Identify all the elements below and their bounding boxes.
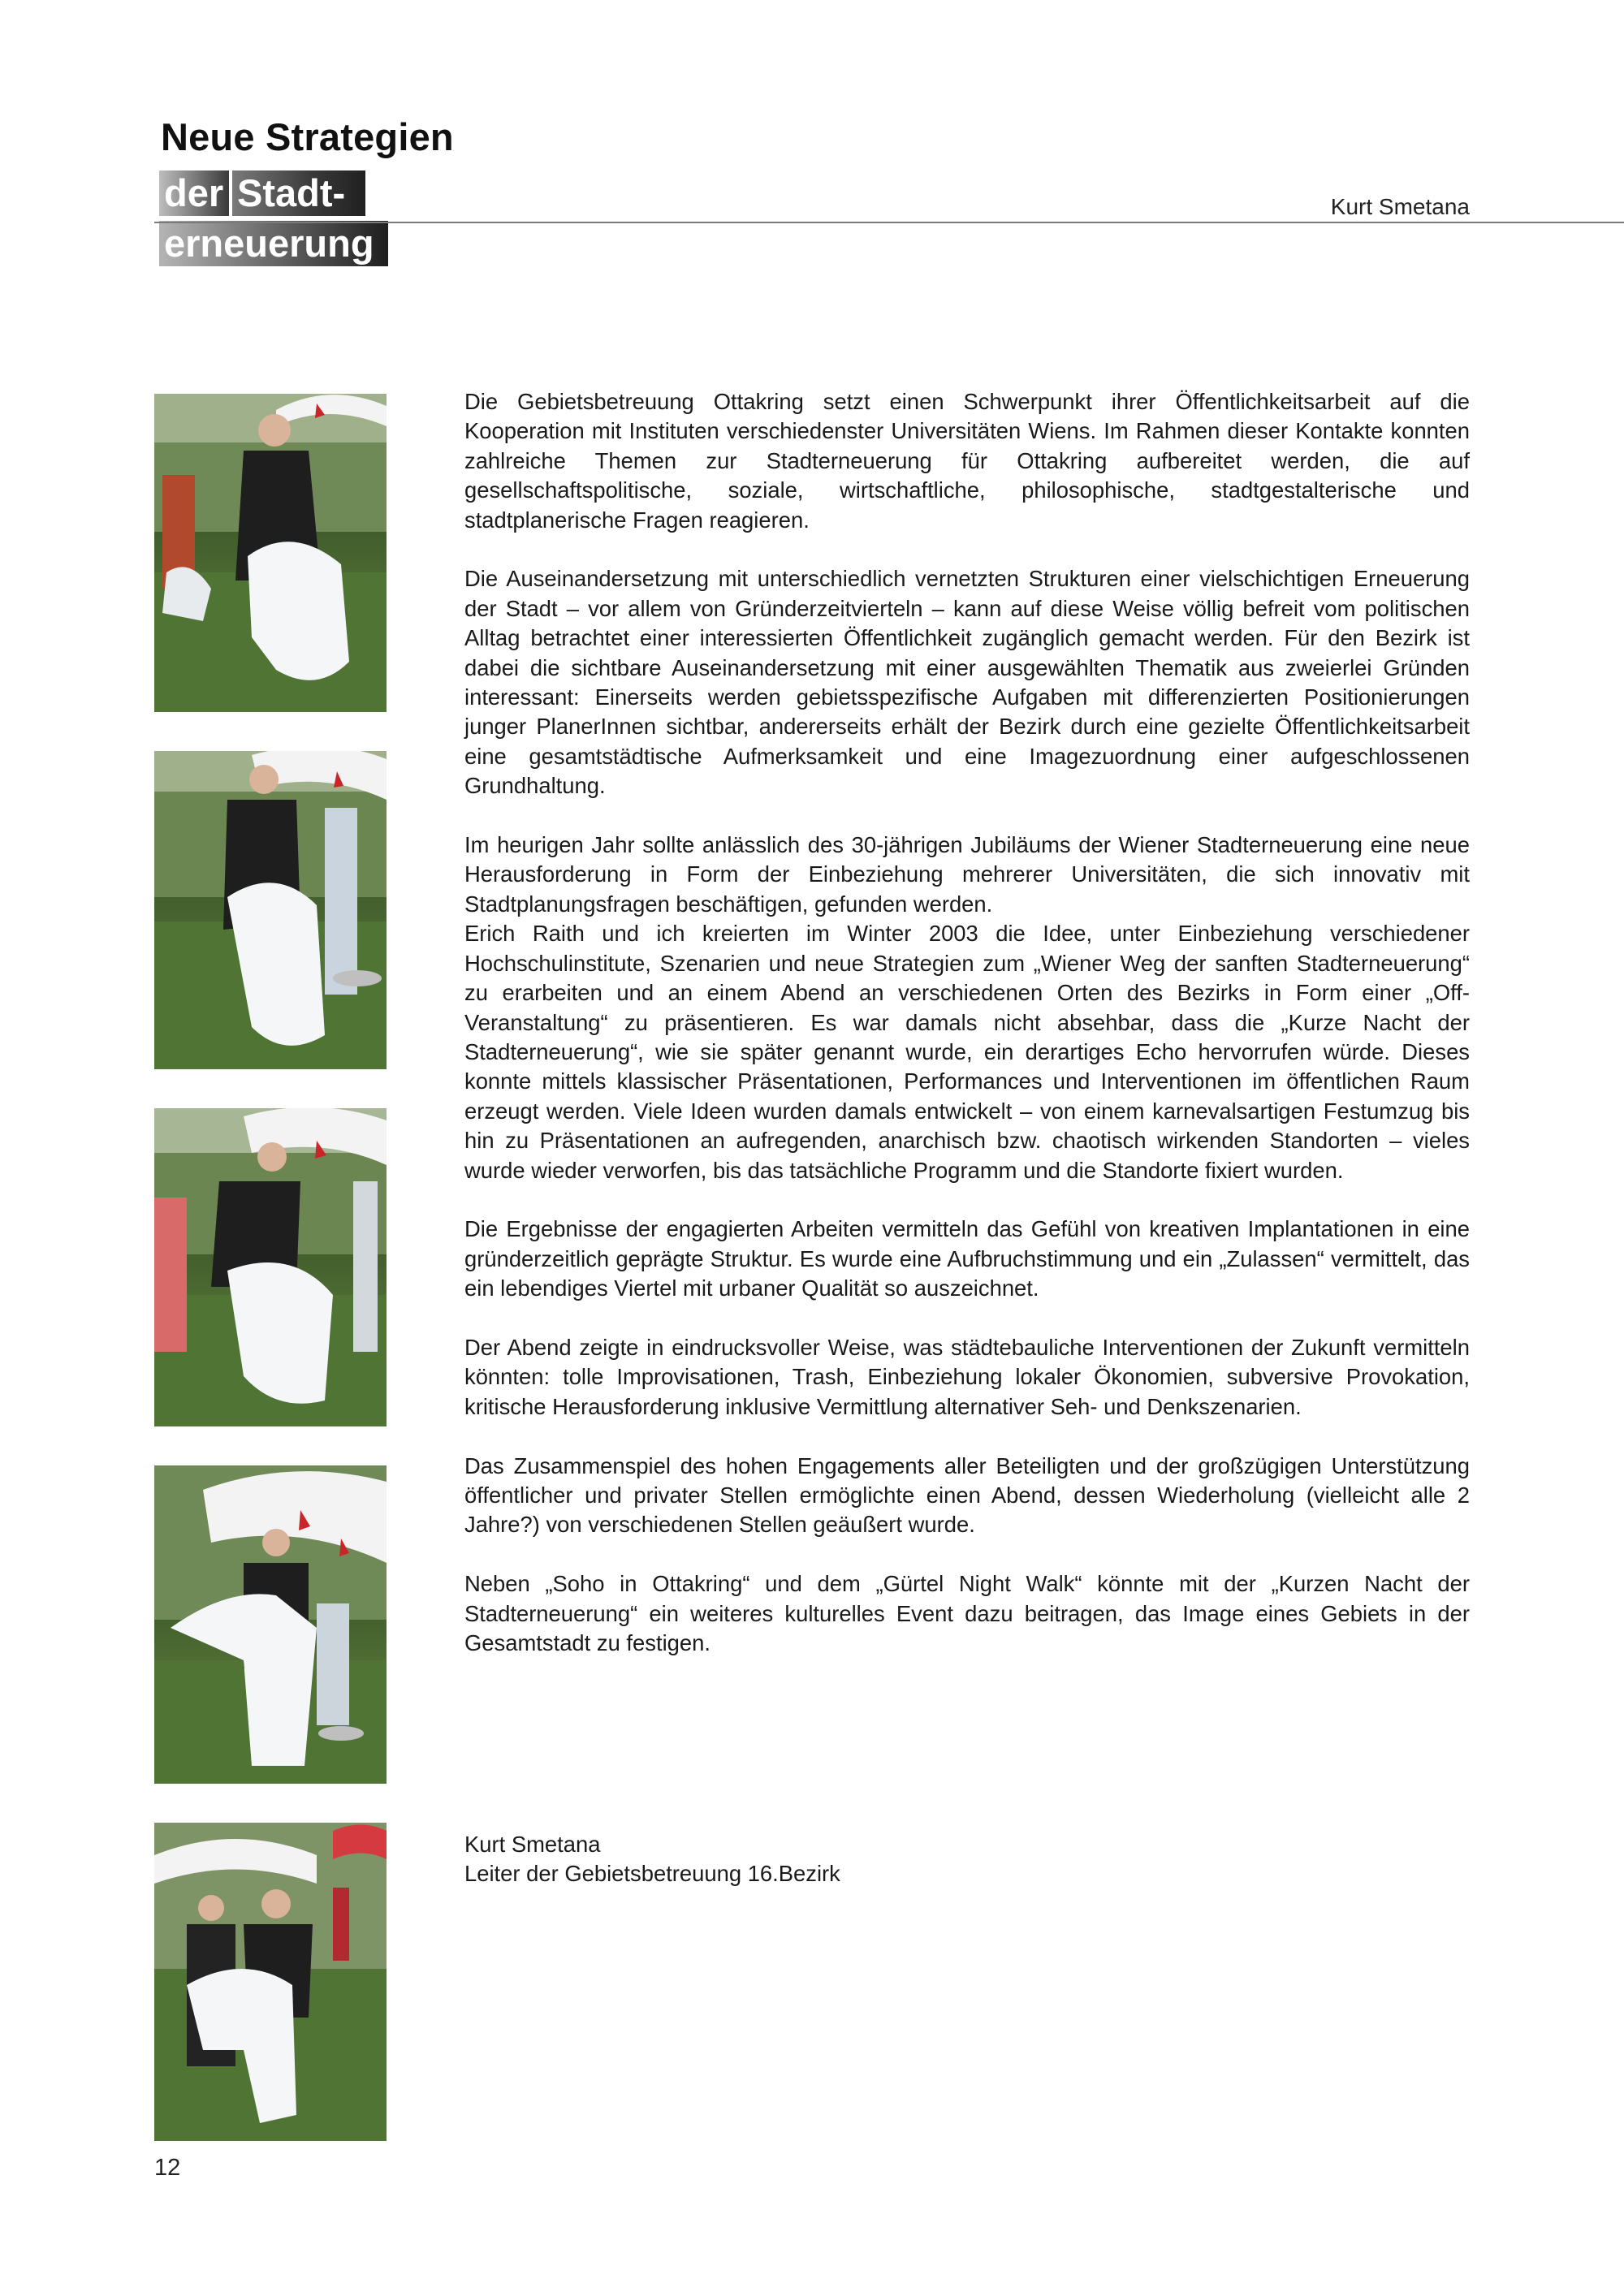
paragraph-5: Die Ergebnisse der engagierten Arbeiten vermitteln das Gefühl von kreativen Implantationen in eine gründerzeitlich geprägte Struktur. Es wurde eine Aufbruchstimmung und ein „Zulassen“ vermittelt, das ein lebendiges Viertel mit urbaner Qualität so auszeichnet. [464,1216,1470,1301]
header-author: Kurt Smetana [1330,194,1470,219]
photo-4 [154,1465,387,1784]
paragraph-8: Neben „Soho in Ottakring“ und dem „Gürtel Night Walk“ könnte mit der „Kurzen Nacht der Stadterneuerung“ ein weiteres kulturelles Event dazu beitragen, das Image eines Gebiets in der Gesamtstadt zu festigen. [464,1571,1470,1655]
paragraph-6: Der Abend zeigte in eindrucksvoller Weise, was städtebauliche Interventionen der Zukunft vermitteln könnten: tolle Improvisationen, Trash, Einbeziehung lokaler Ökonomien, subversive Provokation, kritische Herausforderung inklusive Vermittlung alternativer Seh- und Denkszenarien. [464,1334,1470,1419]
title-box-stadt: Stadt- [232,170,365,216]
paragraph-3: Im heurigen Jahr sollte anlässlich des 30-jährigen Jubiläums der Wiener Stadterneuerung eine neue Herausforderung in Form der Einbeziehung mehrerer Universitäten, die sich innovativ mit Stadtplanungsfragen beschäftigen, gefunden werden. [464,832,1470,917]
performance-photo-icon [154,1465,387,1784]
paragraph-7: Das Zusammenspiel des hohen Engagements aller Beteiligten und der großzügigen Unterstützung öffentlicher und privater Stellen ermöglichte einen Abend, dessen Wiederholung (vielleicht alle 2 Jahre?) von verschiedenen Stellen geäußert wurde. [464,1452,1470,1538]
performance-photo-icon [154,1108,387,1426]
title-line1: Neue Strategien [161,115,454,158]
signature-name: Kurt Smetana [464,1832,601,1857]
paragraph-2: Die Auseinandersetzung mit unterschiedlich vernetzten Strukturen einer vielschichtigen Erneuerung der Stadt – vor allem von Gründerzeitvierteln – kann auf diese Weise völlig befreit vom politischen Alltag betrachtet einer interessierten Öffentlichkeit zugänglich gemacht werden. Für den Bezirk ist dabei die sichtbare Auseinandersetzung mit einer ausgewählten Thematik aus zweierlei Gründen interessant: Einerseits werden gebietsspezifische Aufgaben mit differenzierten Positionierungen junger PlanerInnen sichtbar, andererseits erhält der Bezirk durch eine gezielte Öffentlichkeitsarbeit eine gesamtstädtische Aufmerksamkeit und eine Imagezuordnung einer aufgeschlossenen Grundhaltung. [464,566,1470,799]
title-box-erneuerung: erneuerung [159,221,388,266]
photo-2 [154,751,387,1069]
performance-photo-icon [154,751,387,1069]
photo-1 [154,394,387,712]
performance-photo-icon [154,394,387,712]
page-number: 12 [154,2155,181,2181]
photo-5 [154,1823,387,2141]
paragraph-4: Erich Raith und ich kreierten im Winter 2003 die Idee, unter Einbeziehung verschiedener Hochschulinstitute, Szenarien und neue Strategien zum „Wiener Weg der sanften Stadterneuerung“ zu erarbeiten und an einem Abend an verschiedenen Orten des Bezirks in Form einer „Off-Veranstaltung“ zu präsentieren. Es war damals nicht absehbar, dass die „Kurze Nacht der Stadterneuerung“, wie sie später genannt wurde, ein derartiges Echo hervorrufen würde. Dieses konnte mittels klassischer Präsentationen, Performances und Interventionen im öffentlichen Raum erzeugt werden. Viele Ideen wurden damals entwickelt – von einem karnevalsartigen Festumzug bis hin zu Präsentationen an aufregenden, anarchisch bzw. chaotisch wirkenden Standorten – vieles wurde wieder verworfen, bis das tatsächliche Programm und die Standorte fixiert wurden. [464,921,1470,1183]
performance-photo-icon [154,1823,387,2141]
title-box-der: der [159,170,229,216]
header-rule [154,222,1624,223]
body-text [464,387,1470,1688]
signature-role: Leiter der Gebietsbetreuung 16.Bezirk [464,1861,840,1887]
paragraph-1: Die Gebietsbetreuung Ottakring setzt einen Schwerpunkt ihrer Öffentlichkeitsarbeit auf die Kooperation mit Instituten verschiedenster Universitäten Wiens. Im Rahmen dieser Kontakte konnten zahlreiche Themen zur Stadterneuerung für Ottakring aufbereitet werden, die auf gesellschaftspolitische, soziale, wirtschaftliche, philosophische, stadtgestalterische und stadtplanerische Fragen reagieren. [464,389,1470,533]
photo-3 [154,1108,387,1426]
signature [464,1830,1195,1889]
